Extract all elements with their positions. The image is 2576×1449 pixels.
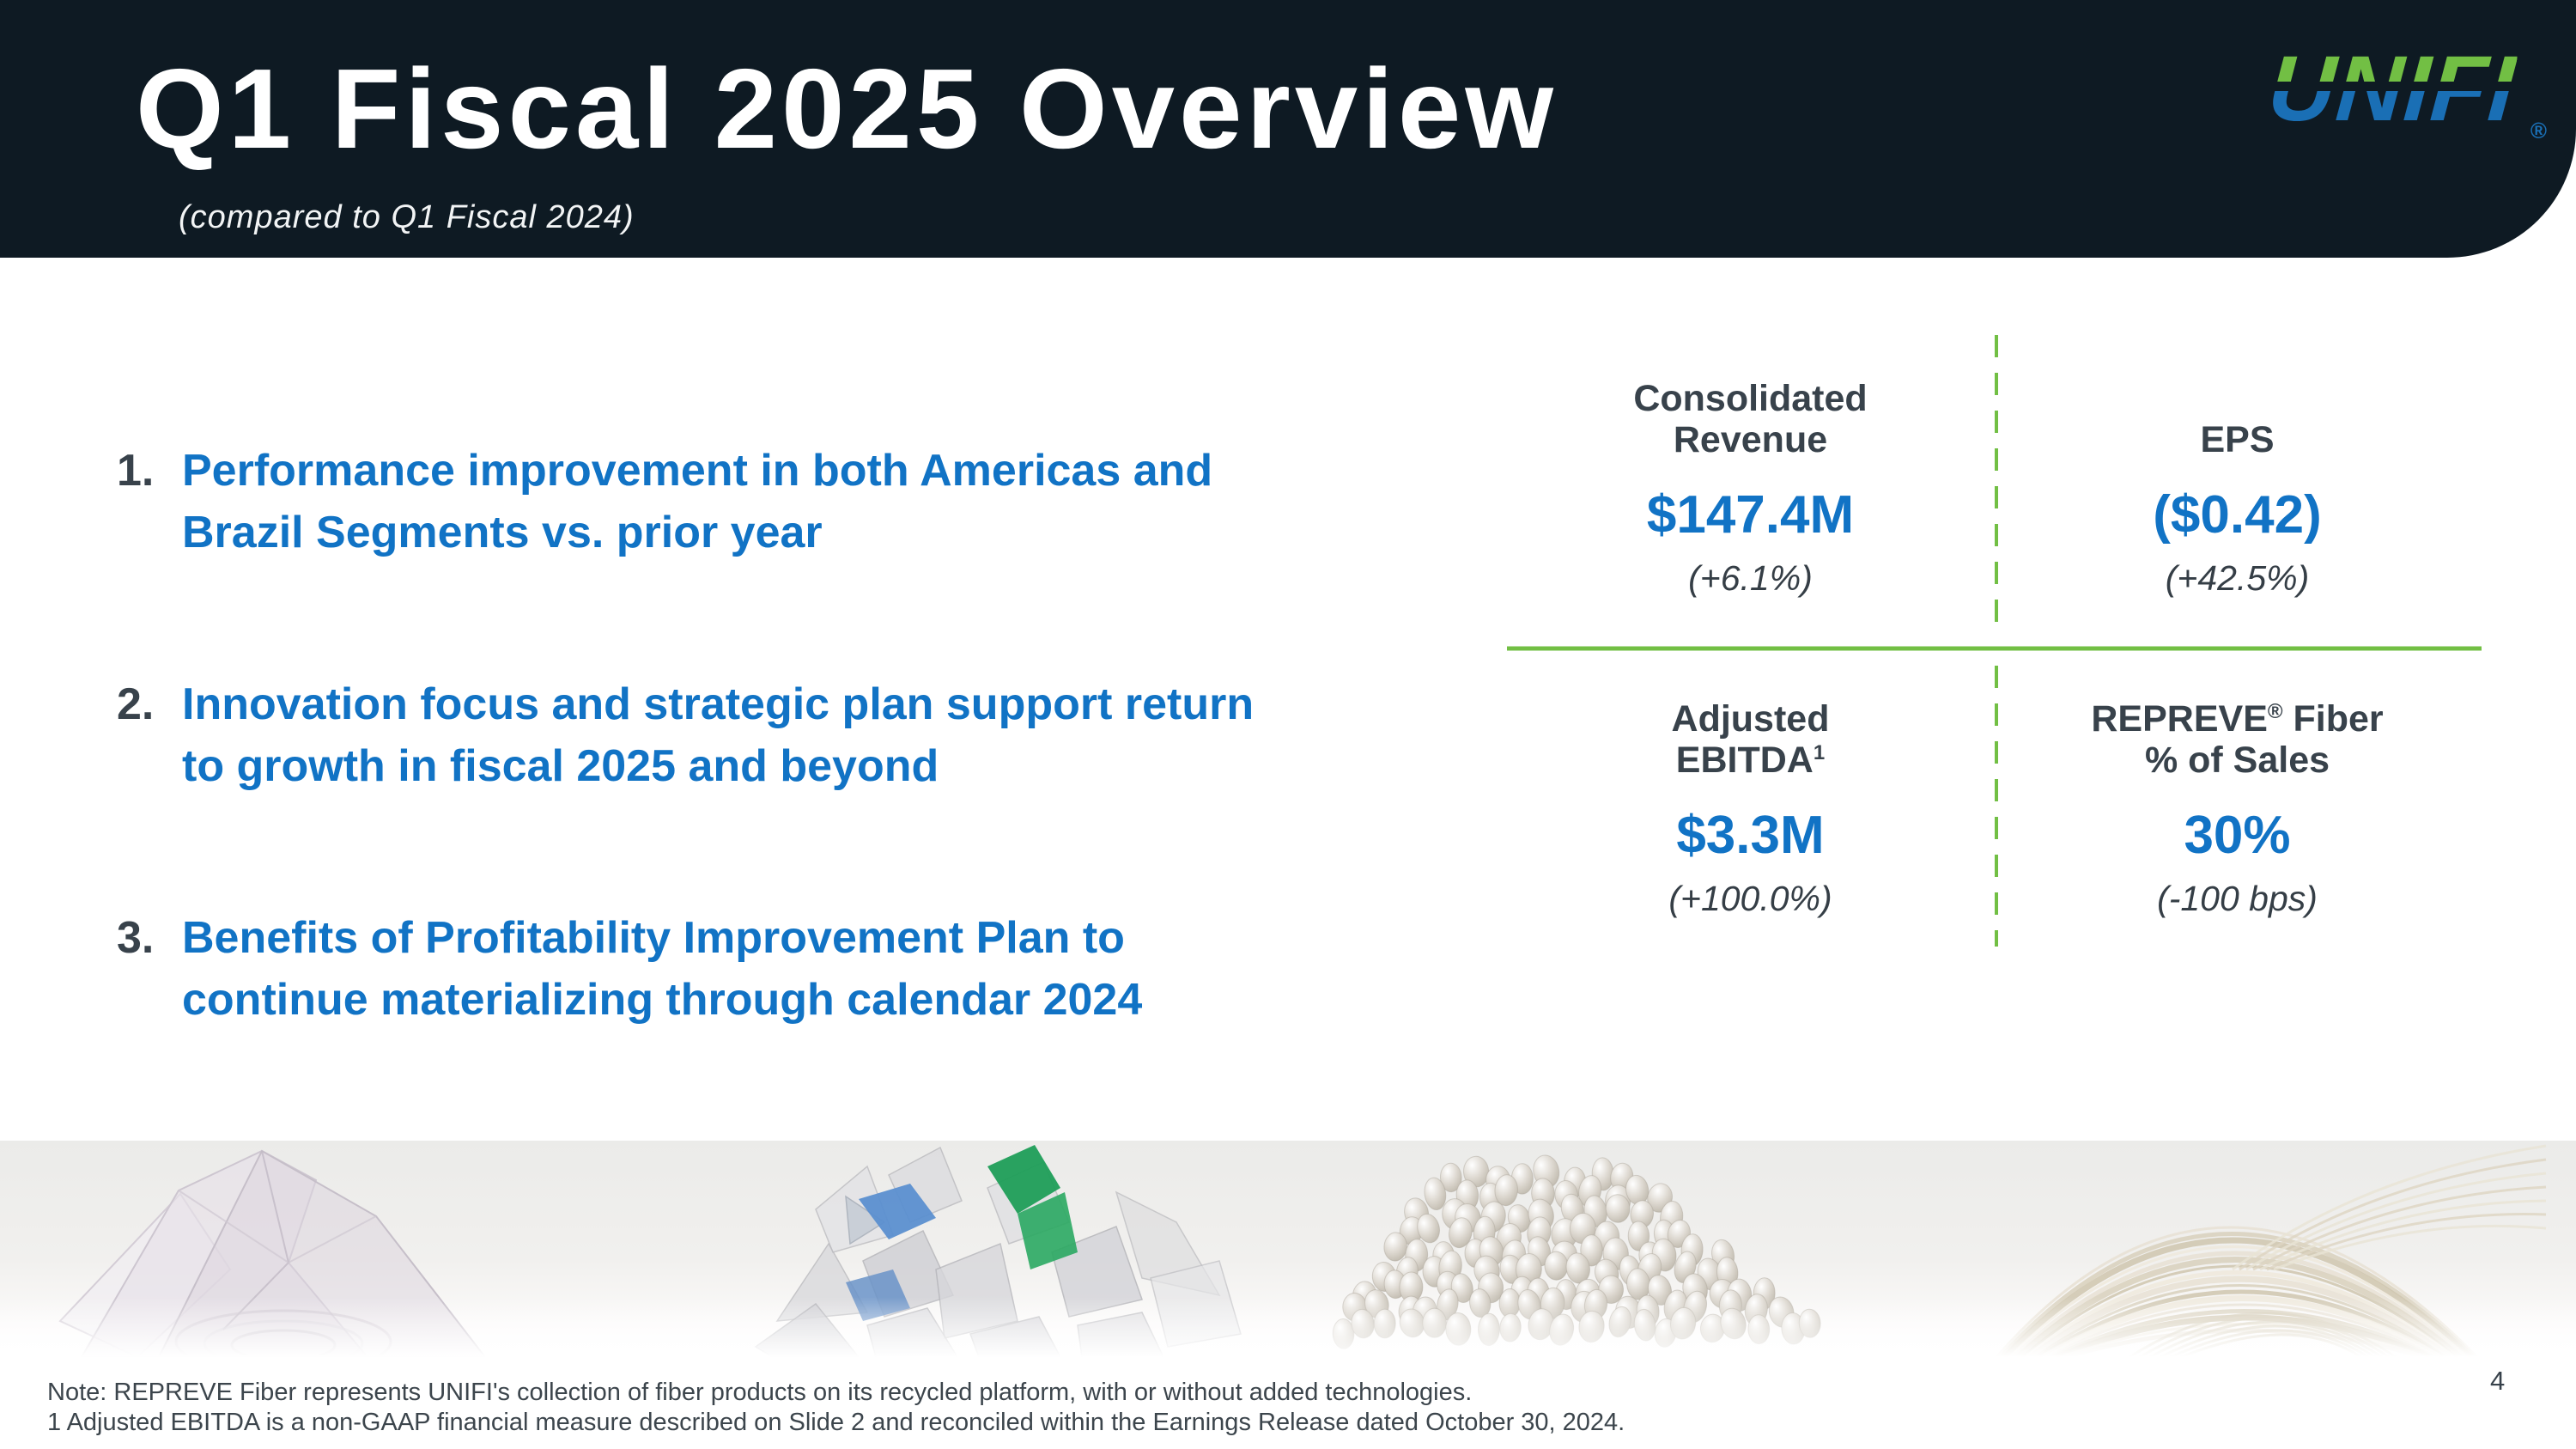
list-item-number: 1. [117,446,155,496]
list-item-line1: Benefits of Profitability Improvement Plan to [182,913,1125,963]
metric-eps [1994,335,2481,648]
metric-label-line1: Consolidated [1633,378,1868,419]
metric-change: (+100.0%) [1668,879,1832,918]
metric-change: (-100 bps) [2157,879,2318,918]
photo-strip-fade [0,1297,2576,1357]
page-subtitle: (compared to Q1 Fiscal 2024) [179,199,635,235]
footnotes [47,1378,1625,1438]
registered-trademark-icon: ® [2267,700,2283,723]
metric-consolidated-revenue [1507,335,1994,648]
metrics-row-top [1507,335,2482,648]
metrics-row-bottom [1507,650,2482,947]
list-item-line1: Innovation focus and strategic plan support return [182,679,1255,729]
list-item-line2: continue materializing through calendar 2024 [182,975,1143,1025]
metric-change: (+6.1%) [1688,558,1813,598]
list-item-line2: to growth in fiscal 2025 and beyond [182,741,939,791]
metric-value: 30% [2184,806,2291,865]
metric-label [1633,378,1867,460]
unifi-logo [2264,34,2552,146]
footnote-marker: 1 [1813,741,1826,764]
page-number: 4 [2490,1366,2506,1396]
metric-label-line2: % of Sales [2144,740,2330,781]
list-item-line1: Performance improvement in both Americas and [182,446,1213,496]
metric-label-text: EBITDA [1675,740,1814,781]
list-item-line2: Brazil Segments vs. prior year [182,508,823,557]
list-item [117,673,1456,797]
metric-label [2091,698,2383,781]
header-band [0,0,2576,258]
list-item-text [182,673,1254,797]
highlights-list [117,440,1456,1141]
unifi-logo-wordmark: UNIFI [2264,36,2519,140]
list-item [117,907,1456,1031]
metric-label-line1 [2091,698,2383,740]
footnote-line2: 1 Adjusted EBITDA is a non-GAAP financial measure described on Slide 2 and reconciled within the Earnings Release dated October 30, 2024. [47,1409,1625,1436]
metric-value: $3.3M [1676,806,1825,865]
metric-label-line2 [1672,740,1830,781]
list-item-text [182,907,1142,1031]
metric-repreve-fiber [1994,650,2481,947]
metric-label-line1: Adjusted [1671,698,1830,740]
registered-trademark-icon: ® [2530,118,2547,143]
metric-value: ($0.42) [2153,485,2322,545]
brand-name: REPREVE [2091,698,2268,740]
metric-label-text: Fiber [2282,698,2384,740]
list-item [117,440,1456,563]
metric-label [2200,378,2274,460]
metric-label [1672,698,1830,781]
metric-change: (+42.5%) [2165,558,2310,598]
metric-label-line2: Revenue [1673,419,1828,460]
metrics-panel [1507,335,2482,947]
metric-value: $147.4M [1646,485,1855,545]
footnote-line1: Note: REPREVE Fiber represents UNIFI's collection of fiber products on its recycled platform, with or without added technologies. [47,1379,1473,1406]
list-item-text [182,440,1212,563]
metric-adjusted-ebitda [1507,650,1994,947]
metric-label-line1: EPS [2200,419,2275,460]
page-title: Q1 Fiscal 2025 Overview [136,46,1558,172]
list-item-number: 2. [117,679,155,729]
materials-photo-strip [0,1141,2576,1357]
list-item-number: 3. [117,913,155,963]
